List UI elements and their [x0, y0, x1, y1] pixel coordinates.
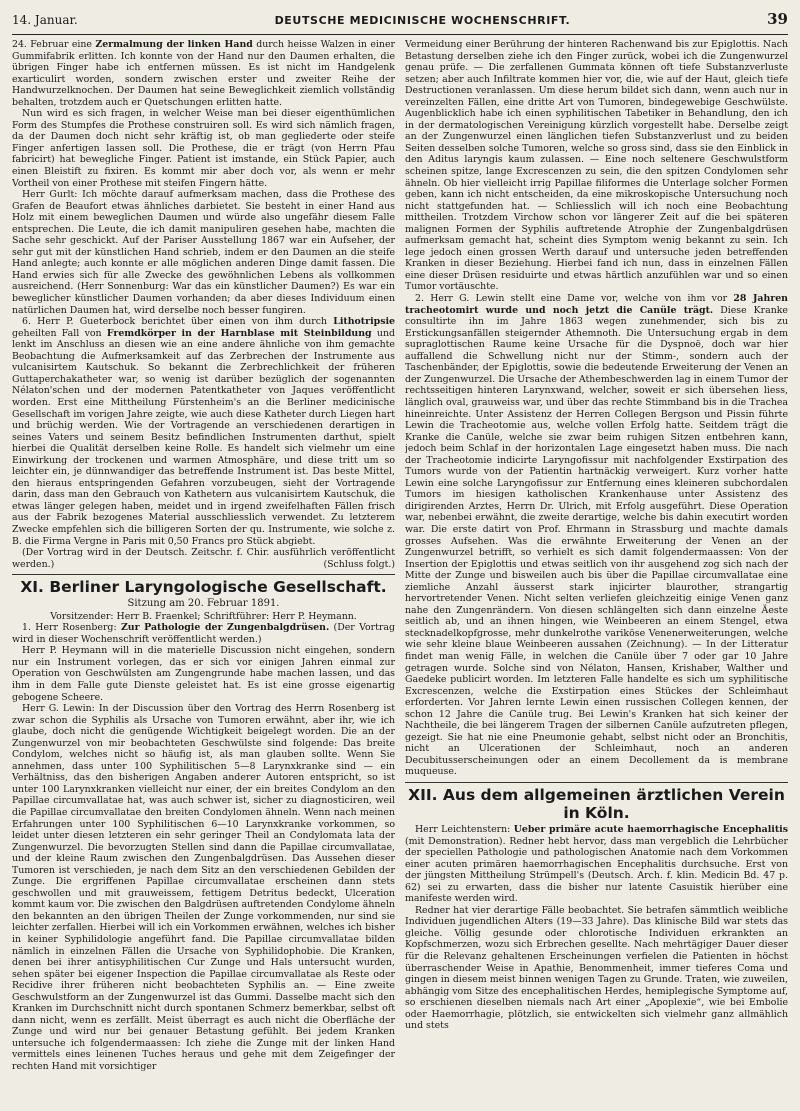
text-run: Herr Leichtenstern:	[415, 824, 514, 835]
paragraph	[12, 316, 395, 547]
paragraph: Nun wird es sich fragen, in welcher Weise man bei dieser eigenthümlichen Form des Stumpfes die Prothese construiren soll. Es wird sich nämlich fragen, da der Daumen doch nicht sehr kräftig ist, ob man gegliederte oder steife Finger anfertigen lassen soll. Die Prothese, die er trägt (von Herrn Pfau fabricirt) hat bewegliche Finger. Patient ist imstande, ein Stück Papier, auch einen Bleistift zu fixiren. Es kommt mir aber doch vor, als wenn er mehr Vortheil von einer Prothese mit steifen Fingern hätte.	[12, 108, 395, 189]
journal-title: DEUTSCHE MEDICINISCHE WOCHENSCHRIFT.	[274, 14, 571, 27]
left-column	[12, 39, 395, 1111]
paragraph: Redner hat vier derartige Fälle beobachtet. Sie betrafen sämmtlich weibliche Individuen jugendlichen Alters (19—33 Jahre). Das klinische Bild war stets das gleiche. Völlig gesunde oder chlorotische Individuen erkrankten an Kopfschmerzen, wozu sich Erbrechen gesellte. Nach mehrtägiger Dauer dieser für die Relevanz gehaltenen Erscheinungen verfielen die Patienten in höchst überraschender Weise in Apathie, Benommenheit, immer tieferes Coma und gingen in diesem meist binnen wenigen Tagen zu Grunde. Traten, wie zuweilen, abhängig vom Sitze des encephalitischen Herdes, hemiplegische Symptome auf, so erschienen dieselben niemals nach Art einer „Apoplexie“, wie bei Embolie oder Haemorrhagie, plötzlich, sie entwickelten sich vielmehr ganz allmählich und stets	[405, 904, 788, 1032]
paragraph: Herr G. Lewin: In der Discussion über den Vortrag des Herrn Rosenberg ist zwar schon die Syphilis als Ursache von Tumoren erwähnt, aber ihr, wie ich glaube, doch nicht die genügende Wichtigkeit beigelegt worden. Die an der Zungenwurzel von mir beobachteten Geschwülste sind folgende: Das breite Condylom, welches nicht so häufig ist, als man glauben sollte. Wenn Sie annehmen, dass unter 100 Syphilitischen 5—8 Larynxkranke sind — ein Verhältniss, das den bisherigen Angaben anderer Autoren entspricht, so ist unter 100 Larynxkranken vielleicht nur einer, der ein breites Condylom an den Papillae circumvallatae hat, was auch schwer ist, sicher zu diagnosticiren, weil die Papillae circumvallatae den breiten Condylomen ähneln. Wenn nach meinen Erfahrungen unter 100 Syphilitischen 6—10 Larynxkranke vorkommen, so leidet unter diesen letzteren ein sehr geringer Theil an Condylomata lata der Zungenwurzel. Die bevorzugten Stellen sind dann die Papillae circumvallatae, und der kleine Raum zwischen den Zungenbalgdrüsen. Das Aussehen dieser Tumoren ist verschieden, je nach dem Sitz an den verschiedenen Gebilden der Zunge. Die ergriffenen Papillae circumvallatae erscheinen dann stets geschwollen und mit grauweissem, fettigem Detritus bedeckt, Ulceration kommt kaum vor. Die zwischen den Balgdrüsen auftretenden Condylome ähneln den bekannten an den übrigen Theilen der Zunge vorkommenden, nur sind sie leichter zerfallen. Hierbei will ich ein Vorkommen erwähnen, welches ich bisher in keiner Syphilidologie angeführt fand. Die Papillae circumvallatae bilden nämlich in einzelnen Fällen die Ursache von Syphilidophobie. Die Kranken, denen bei ihrer antisyphilitischen Cur Zunge und Hals untersucht wurden, sehen später bei eigener Inspection die Papillae circumvallatae als Reste oder Recidive ihrer früheren nicht beobachteten Syphilis an. — Eine zweite Geschwulstform an der Zungenwurzel ist das Gummi. Dasselbe macht sich den Kranken im Durchschnitt nicht durch spontanen Schmerz bemerkbar, selbst oft dann nicht, wenn es zerfällt. Meist überragt es auch nicht die Oberfläche der Zunge und wird nur bei genauer Betastung gefühlt. Bei jedem Kranken untersuche ich folgendermaassen: Ich ziehe die Zunge mit der linken Hand vermittels eines leinenen Tuches heraus und gehe mit dem Zeigefinger der rechten Hand mit vorsichtiger	[12, 703, 395, 1073]
paragraph	[12, 39, 395, 108]
meeting-officers: Vorsitzender: Herr B. Fraenkel; Schriftführer: Herr P. Heymann.	[50, 610, 357, 622]
text-run: (Der Vortrag wird in der Deutsch. Zeitschr. f. Chir. ausführlich veröffentlicht werden.)	[12, 547, 395, 570]
text-run: Diese Kranke consultirte ihn im Jahre 1863 wegen zunehmender, sich bis zu Erstickungsanfällen steigernder Athemnoth. Die Untersuchung ergab in dem supraglottischen Raume keine Ursache für die Dyspnoë, doch war hier auffallend die Schwellung nicht nur der Stimm-, sondern auch der Taschenbänder, der Epiglottis, sowie die bedeutende Erweiterung der Venen an der Zungenwurzel. Die Ursache der Athembeschwerden lag in einem Tumor der rechtsseitigen hinteren Larynxwand, welcher, soweit er sich übersehen liess, länglich oval, grauweiss war, und über das rechte Stimmband bis in die Trachea hineinreichte. Unter Assistenz der Herren Collegen Bergson und Pissin führte Lewin die Tracheotomie aus, welche vollen Erfolg hatte. Seitdem trägt die Kranke die Canüle, welche sie zwar beim ruhigen Sitzen entbehren kann, jedoch beim Schlaf in der horizontalen Lage eingesetzt haben muss. Die nach der Tracheotomie indicirte Laryngofissur mit nachfolgender Exstirpation des Tumors wurde von der Patientin hartnäckig verweigert. Kurz vorher hatte Lewin eine solche Laryngofissur zur Entfernung eines kleineren subchordalen Tumors im hiesigen katholischen Krankenhause unter Assistenz des dirigirenden Arztes, Herrn Dr. Ulrich, mit Erfolg ausgeführt. Diese Operation war, nebenbei erwähnt, die zweite derartige, welche bis dahin executirt worden war. Die erste datirt von Prof. Ehrmann in Strassburg und machte damals grosses Aufsehen. Was die erwähnte Erweiterung der Venen an der Zungenwurzel betrifft, so verhielt es sich damit folgendermaassen: Von der Insertion der Epiglottis und etwas seitlich von ihr ausgehend zog sich nach der Mitte der Zunge und bisweilen auch bis über die Papillae circumvallatae eine ziemliche Anzahl äusserst stark injicirter blaurother, strangartig hervortretender Venen. Nicht selten verliefen gleichzeitig einige Venen ganz nahe den Zungenrändern. Von diesen schlängelten sich dann einzelne Äeste seitlich ab, und an ihnen hingen, wie Weinbeeren an einem Stengel, etwa stecknadelkopfgrosse, mehr dunkelrothe variköse Venenerweiterungen, welche wie sehr kleine blaue Weinbeeren aussahen (Zeichnung). — In der Litteratur findet man wenig Fälle, in welchen die Canüle über 7 oder gar 10 Jahre getragen wurde. Solche sind von Nélaton, Hansen, Krishaber, Walther und Gaedeke publicirt worden. Im letzteren Falle handelte es sich um syphilitische Excrescenzen, welche die Exstirpation eines Stückes der Schleimhaut erforderten. Vor Jahren lernte Lewin einen russischen Collegen kennen, der schon 12 Jahre die Canüle trug. Bei Lewin's Kranken hat sich keiner der Nachtheile, die bei längerem Tragen der silbernen Canüle aufzutreten pflegen, gezeigt. Sie hat nie eine Pneumonie gehabt, selbst nicht oder an Bronchitis, nicht an Ulcerationen der Schleimhaut, noch an anderen Decubitusserscheinungen oder an einem Decollement da is membrane muqueuse.	[405, 304, 788, 778]
paragraph	[405, 293, 788, 778]
issue-date: 14. Januar.	[12, 13, 78, 27]
text-run: 1. Herr Rosenberg:	[22, 622, 121, 634]
text-run: (Der Vortrag wird in dieser Wochenschrift veröffentlicht werden.)	[12, 622, 395, 645]
page-header	[12, 10, 788, 35]
text-run: durch heisse Walzen in einer Gummifabrik erlitten. Ich konnte von der Hand nur den Daumen erhalten, die übrigen Finger habe ich entfernen müssen. Es ist nicht im Handgelenk exarticulirt worden, sondern zwischen erster und zweiter Reihe der Handwurzelknochen. Der Daumen hat seine Beweglichkeit ziemlich vollständig behalten, trotzdem auch er Quetschungen erlitten hatte.	[12, 39, 395, 108]
bold-run: Lithotripsie	[333, 316, 395, 328]
bold-run: 28 Jahren tracheotomirt wurde und noch jetzt die Canüle trägt.	[405, 293, 788, 316]
section-divider	[12, 574, 395, 575]
paragraph	[12, 547, 395, 570]
section-xii-title: XII. Aus dem allgemeinen ärztlichen Verein in Köln.	[408, 786, 785, 822]
bold-run: Ueber primäre acute haemorrhagische Encephalitis	[513, 824, 788, 835]
text-run: 24. Februar eine	[12, 39, 96, 50]
bold-run: Fremdkörper in der Harnblase mit Steinbildung	[106, 327, 372, 339]
text-run: 2. Herr G. Lewin stellt eine Dame vor, welche von ihm vor	[415, 293, 734, 305]
section-xi-title: XI. Berliner Laryngologische Gesellschaft.	[20, 578, 387, 597]
text-run: 6. Herr P. Gueterbock berichtet über einen von ihm durch	[22, 316, 334, 328]
text-run: und lenkt im Anschluss an diesen wie an eine andere ähnliche von ihm gemachte Beobachtung die Aufmerksamkeit auf das Zerbrechen der Instrumente aus vulcanisirtem Kautschuk. So bekannt die Zerbrechlichkeit der früheren Guttaperchakatheter war, so wenig ist darüber bezüglich der sogenannten Nélaton'schen und der modernen Patentkatheter von Jaques veröffentlicht worden. Erst eine Mittheilung Fürstenheim's an die Berliner medicinische Gesellschaft im vorigen Jahre zeigte, wie auch diese Katheter durch Liegen hart und brüchig werden. Wie der Vortragende an verschiedenen derartigen in seines Vaters und seinem Besitz befindlichen Instrumenten darthut, spielt hierbei die Qualität derselben keine Rolle. Es handelt sich vielmehr um eine Einwirkung der trockenen und warmen Atmosphäre, und diese tritt um so leichter ein, je dünnwandiger das betreffende Instrument ist. Das beste Mittel, den hieraus entspringenden Gefahren vorzubeugen, sieht der Vortragende darin, dass man den Gebrauch von Kathetern aus vulcanisirtem Kautschuk, die etwas länger gelegen haben, meidet und in irgend zweifelhaften Fällen frisch aus der Fabrik bezogenes Material ausschliesslich verwendet. Zu letzterem Zwecke empfehlen sich die billigeren Sorten der qu. Instrumente, wie solche z. B. die Firma Vergne in Paris mit 0,50 Francs pro Stück abgiebt.	[12, 327, 395, 547]
text-run: geheilten Fall von	[12, 327, 107, 339]
paragraph	[405, 824, 788, 905]
paragraph: Vermeidung einer Berührung der hinteren Rachenwand bis zur Epiglottis. Nach Betastung derselben ziehe ich den Finger zurück, wobei ich die Zungenwurzel genau prüfe. — Die zerfallenen Gummata können oft tiefe Substanzverluste setzen; aber auch Infiltrate kommen hier vor, die, wie auf der Haut, gleich tiefe Destructionen veranlassen. Um diese herum bildet sich dann, wenn auch nur in vereinzelten Fällen, eine dritte Art von Tumoren, bindegewebige Geschwülste. Augenblicklich habe ich einen syphilitischen Tabetiker in Behandlung, den ich in der dermatologischen Vereinigung kürzlich vorgestellt habe. Derselbe zeigt an der Zungenwurzel einen länglichen tiefen Substanzverlust und zu beiden Seiten desselben solche Tumoren, welche so gross sind, dass sie den Einblick in den Aditus laryngis kaum zulassen. — Eine noch seltenere Geschwulstform scheinen spitze, lange Excrescenzen zu sein, die den spitzen Condylomen sehr ähneln. Ob hier vielleicht irrig Papillae filiformes die Unterlage solcher Formen geben, kann ich nicht entscheiden, da eine mikroskopische Untersuchung noch nicht stattgefunden hat. — Schliesslich will ich noch eine Beobachtung mittheilen. Trotzdem Virchow schon vor längerer Zeit auf die bei späteren malignen Formen der Syphilis auftretende Atrophie der Zungenbalgdrüsen aufmerksam gemacht hat, scheint dies Symptom wenig bekannt zu sein. Ich lege jedoch einen grossen Werth darauf und untersuche jeden betreffenden Kranken in dieser Beziehung. Hierbei fand ich nun, dass in einzelnen Fällen eine dieser Drüsen residuirte und etwas härtlich anzufühlen war und so einen Tumor vortäuschte.	[405, 39, 788, 293]
to-be-continued: (Schluss folgt.)	[323, 558, 395, 570]
paragraph	[12, 622, 395, 645]
bold-run: Zur Pathologie der Zungenbalgdrüsen.	[120, 622, 330, 634]
text-run: (mit Demonstration). Redner hebt hervor, dass man vergeblich die Lehrbücher der speciellen Pathologie und pathologischen Anatomie nach dem Vorkommen einer acuten primären haemorrhagischen Encephalitis durchsuche. Erst von der jüngsten Mittheilung Strümpell's (Deutsch. Arch. f. klin. Medicin Bd. 47 p. 62) sei zu erwarten, dass die bisher nur latente Casuistik hierüber eine manifeste werden wird.	[405, 835, 788, 905]
columns	[12, 39, 788, 1111]
bold-run: Zermalmung der linken Hand	[95, 39, 253, 50]
paragraph: Herr P. Heymann will in die materielle Discussion nicht eingehen, sondern nur ein Instrument vorlegen, das er sich vor einigen Jahren einmal zur Operation von Geschwülsten am Zungengrunde habe machen lassen, und das ihm in dem Falle gute Dienste geleistet hat. Es ist eine grosse eigenartig gebogene Scheere.	[12, 645, 395, 703]
section-divider	[405, 782, 788, 783]
page-number: 39	[767, 10, 788, 28]
paragraph: Herr Gurlt: Ich möchte darauf aufmerksam machen, dass die Prothese des Grafen de Beaufort etwas ähnliches darbietet. Sie besteht in einer Hand aus Holz mit einem beweglichen Daumen und würde also ungefähr diesem Falle entsprechen. Die Leute, die ich damit manipuliren gesehen habe, machten die Sache sehr geschickt. Auf der Pariser Ausstellung 1867 war ein Aufseher, der sehr gut mit der künstlichen Hand schrieb, indem er den Daumen an die steife Hand anlegte; auch konnte er alle möglichen anderen Dinge damit fassen. Die Hand erwies sich für alle Zwecke des gewöhnlichen Lebens als vollkommen ausreichend. (Herr Sonnenburg: War das ein künstlicher Daumen?) Es war ein beweglicher künstlicher Daumen vorhanden; da aber dieses Individuum einen natürlichen Daumen hat, wird derselbe noch besser fungiren.	[12, 189, 395, 316]
right-column	[405, 39, 788, 1111]
meeting-date: Sitzung am 20. Februar 1891.	[127, 598, 280, 610]
